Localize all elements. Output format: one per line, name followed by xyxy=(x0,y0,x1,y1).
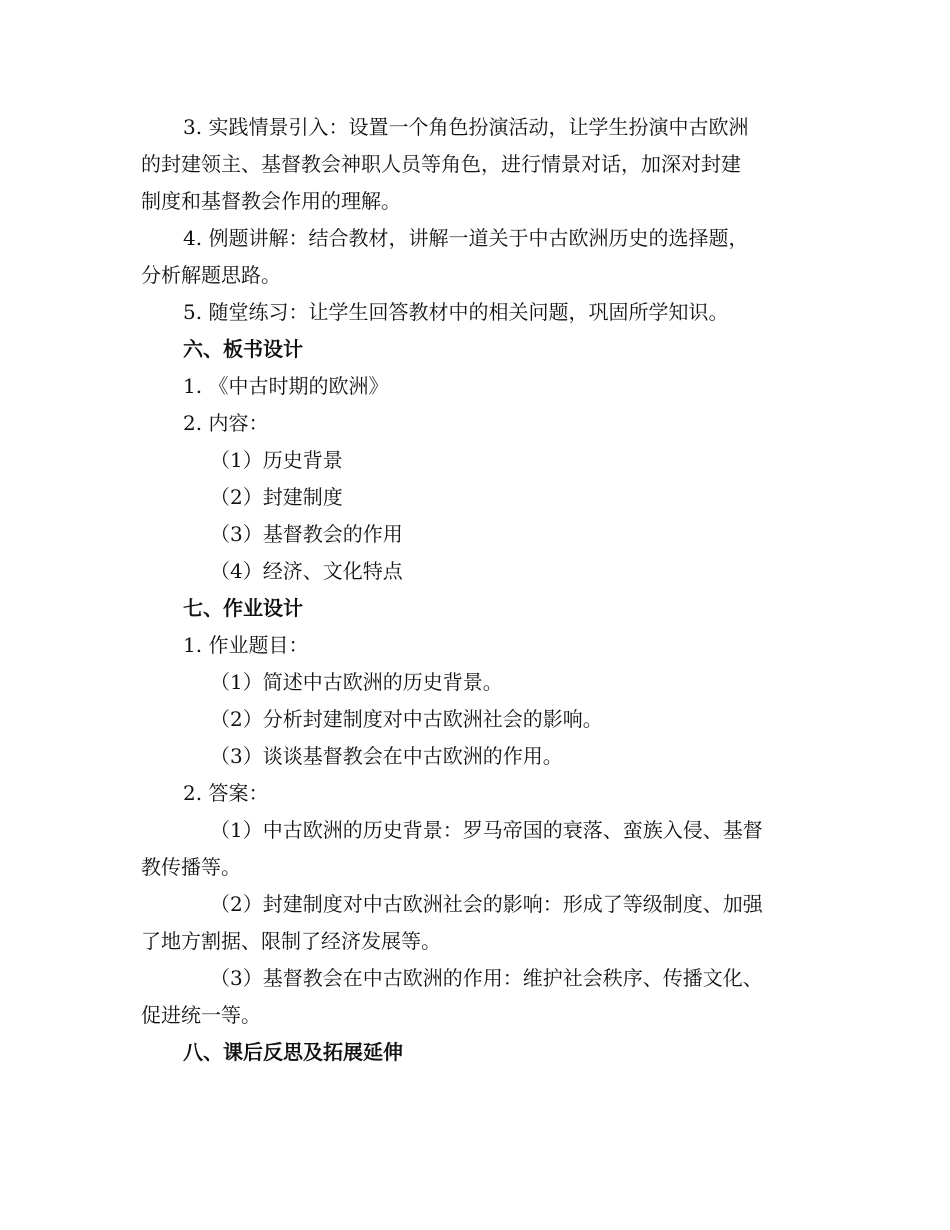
paragraph-line: 3. 实践情景引入：设置一个角色扮演活动，让学生扮演中古欧洲 xyxy=(183,115,749,139)
sub-list-item: （1）简述中古欧洲的历史背景。 xyxy=(210,670,503,694)
answer-line: 教传播等。 xyxy=(141,855,241,879)
list-item: 1. 作业题目： xyxy=(183,633,309,657)
list-item: 2. 内容： xyxy=(183,411,269,435)
sub-list-item: （2）分析封建制度对中古欧洲社会的影响。 xyxy=(210,707,603,731)
answer-line: 促进统一等。 xyxy=(141,1003,261,1027)
paragraph-line: 制度和基督教会作用的理解。 xyxy=(141,189,401,213)
section-heading: 八、课后反思及拓展延伸 xyxy=(183,1040,403,1064)
sub-list-item: （3）谈谈基督教会在中古欧洲的作用。 xyxy=(210,744,563,768)
section-heading: 六、板书设计 xyxy=(183,337,303,361)
paragraph-line: 的封建领主、基督教会神职人员等角色，进行情景对话，加深对封建 xyxy=(141,152,741,176)
paragraph-line: 4. 例题讲解：结合教材，讲解一道关于中古欧洲历史的选择题， xyxy=(183,226,749,250)
answer-line: （2）封建制度对中古欧洲社会的影响：形成了等级制度、加强 xyxy=(210,892,763,916)
answer-line: （3）基督教会在中古欧洲的作用：维护社会秩序、传播文化、 xyxy=(210,966,763,990)
sub-list-item: （1）历史背景 xyxy=(210,448,343,472)
paragraph-line: 5. 随堂练习：让学生回答教材中的相关问题，巩固所学知识。 xyxy=(183,300,729,324)
list-item: 2. 答案： xyxy=(183,781,269,805)
sub-list-item: （4）经济、文化特点 xyxy=(210,559,403,583)
sub-list-item: （2）封建制度 xyxy=(210,485,343,509)
sub-list-item: （3）基督教会的作用 xyxy=(210,522,403,546)
paragraph-line: 分析解题思路。 xyxy=(141,263,281,287)
list-item: 1. 《中古时期的欧洲》 xyxy=(183,374,389,398)
answer-line: 了地方割据、限制了经济发展等。 xyxy=(141,929,441,953)
answer-line: （1）中古欧洲的历史背景：罗马帝国的衰落、蛮族入侵、基督 xyxy=(210,818,763,842)
section-heading: 七、作业设计 xyxy=(183,596,303,620)
